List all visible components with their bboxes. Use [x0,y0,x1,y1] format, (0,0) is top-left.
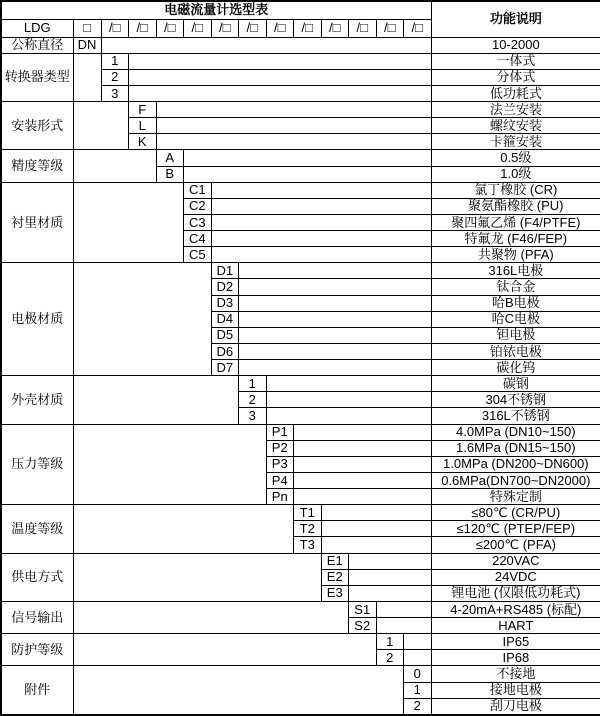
spacer-cell [321,537,431,553]
spacer-cell [294,489,432,505]
option-desc: 1.0MPa (DN200~DN600) [431,456,600,472]
table-title: 电磁流量计选型表 [1,1,431,19]
option-desc: 钽电极 [431,327,600,343]
spacer-cell [294,472,432,488]
model-segment-box: /□ [184,19,212,37]
option-code: P1 [266,424,294,440]
spacer-cell [321,505,431,521]
option-code: D6 [211,343,239,359]
option-code: C5 [184,247,212,263]
spacer-cell [73,150,156,182]
option-desc: IP65 [431,634,600,650]
model-segment-box: /□ [129,19,157,37]
model-segment-box: /□ [101,19,129,37]
spacer-cell [156,134,431,150]
spacer-cell [404,650,432,666]
category-label: 附件 [1,666,73,715]
option-code: S1 [349,601,377,617]
spacer-cell [239,360,432,376]
model-prefix: LDG [1,19,73,37]
option-desc: 1.0级 [431,166,600,182]
option-code: P2 [266,440,294,456]
model-segment-box: /□ [156,19,184,37]
option-desc: ≤120℃ (PTEP/FEP) [431,521,600,537]
spacer-cell [129,69,432,85]
category-label: 精度等级 [1,150,73,182]
option-desc: 聚氨酯橡胶 (PU) [431,198,600,214]
spacer-cell [266,376,431,392]
option-desc: 4-20mA+RS485 (标配) [431,601,600,617]
model-position-box: □ [73,19,101,37]
option-code: D2 [211,279,239,295]
option-code: D4 [211,311,239,327]
spacer-cell [239,327,432,343]
spacer-cell [349,553,432,569]
option-code: D7 [211,360,239,376]
option-code: D1 [211,263,239,279]
option-desc: 卡箍安装 [431,134,600,150]
category-label: 电极材质 [1,263,73,376]
spacer-cell [294,424,432,440]
option-code: 3 [239,408,267,424]
spacer-cell [73,263,211,376]
spacer-cell [211,247,431,263]
option-desc: 铂铱电极 [431,343,600,359]
spacer-cell [184,166,432,182]
option-desc: 接地电极 [431,682,600,698]
option-code: 2 [101,69,129,85]
model-segment-box: /□ [376,19,404,37]
spacer-cell [239,295,432,311]
spacer-cell [73,376,239,424]
spacer-cell [211,231,431,247]
option-code: C4 [184,231,212,247]
spacer-cell [73,182,184,263]
function-column-header: 功能说明 [431,1,600,37]
option-code: E2 [321,569,349,585]
option-code: D3 [211,295,239,311]
option-desc: 法兰安装 [431,102,600,118]
option-code: S2 [349,618,377,634]
category-label: 温度等级 [1,505,73,553]
option-code: T1 [294,505,322,521]
option-desc: 共聚物 (PFA) [431,247,600,263]
option-code: 2 [404,698,432,715]
model-segment-box: /□ [239,19,267,37]
option-code: T3 [294,537,322,553]
model-segment-box: /□ [321,19,349,37]
option-code: 1 [376,634,404,650]
model-segment-box: /□ [349,19,377,37]
option-code: L [129,118,157,134]
option-code: Pn [266,489,294,505]
spacer-cell [129,85,432,101]
option-desc: 刮刀电极 [431,698,600,715]
diameter-desc: 10-2000 [431,37,600,53]
spacer-cell [211,198,431,214]
model-segment-box: /□ [404,19,432,37]
option-desc: 特氟龙 (F46/FEP) [431,231,600,247]
option-desc: 碳化钨 [431,360,600,376]
option-desc: 不接地 [431,666,600,682]
category-label: 防护等级 [1,634,73,666]
spacer-cell [129,53,432,69]
option-desc: 钛合金 [431,279,600,295]
option-desc: 特殊定制 [431,489,600,505]
model-segment-box: /□ [211,19,239,37]
option-code: C1 [184,182,212,198]
option-code: C2 [184,198,212,214]
option-desc: 锂电池 (仅限低功耗式) [431,585,600,601]
model-segment-box: /□ [294,19,322,37]
option-desc: 24VDC [431,569,600,585]
model-segment-box: /□ [266,19,294,37]
option-desc: 碳钢 [431,376,600,392]
option-desc: 哈B电极 [431,295,600,311]
spacer-cell [239,279,432,295]
option-code: C3 [184,214,212,230]
spacer-cell [73,505,294,553]
option-desc: 0.5级 [431,150,600,166]
spacer-cell [101,37,431,53]
option-code: K [129,134,157,150]
spacer-cell [156,102,431,118]
spacer-cell [321,521,431,537]
spacer-cell [156,118,431,134]
category-label: 安装形式 [1,102,73,150]
category-label: 信号输出 [1,601,73,633]
spacer-cell [73,553,321,601]
spacer-cell [73,666,404,715]
option-code: P3 [266,456,294,472]
option-desc: 0.6MPa(DN700~DN2000) [431,472,600,488]
spacer-cell [404,634,432,650]
option-desc: ≤80℃ (CR/PU) [431,505,600,521]
spacer-cell [376,601,431,617]
option-desc: 一体式 [431,53,600,69]
option-code: F [129,102,157,118]
category-label: 衬里材质 [1,182,73,263]
spacer-cell [73,102,129,150]
category-label: 压力等级 [1,424,73,505]
spacer-cell [73,424,266,505]
option-desc: 氯丁橡胶 (CR) [431,182,600,198]
option-code: A [156,150,184,166]
spacer-cell [211,214,431,230]
option-desc: IP68 [431,650,600,666]
option-desc: 304不锈钢 [431,392,600,408]
spacer-cell [294,456,432,472]
category-label: 供电方式 [1,553,73,601]
spacer-cell [73,634,376,666]
option-desc: 4.0MPa (DN10~150) [431,424,600,440]
spacer-cell [239,311,432,327]
spacer-cell [73,53,101,101]
spacer-cell [349,569,432,585]
option-desc: 低功耗式 [431,85,600,101]
spacer-cell [266,392,431,408]
option-desc: 220VAC [431,553,600,569]
option-code: 2 [376,650,404,666]
spacer-cell [349,585,432,601]
option-desc: 316L不锈钢 [431,408,600,424]
option-code: 3 [101,85,129,101]
spacer-cell [239,343,432,359]
option-code: D5 [211,327,239,343]
category-label-diameter: 公称直径 [1,37,73,53]
option-desc: 螺纹安装 [431,118,600,134]
option-code: 0 [404,666,432,682]
option-code: E1 [321,553,349,569]
category-label: 外壳材质 [1,376,73,424]
spacer-cell [376,618,431,634]
spacer-cell [294,440,432,456]
option-desc: HART [431,618,600,634]
diameter-code: DN [73,37,101,53]
spacer-cell [211,182,431,198]
option-code: 2 [239,392,267,408]
spacer-cell [73,601,349,633]
category-label: 转换器类型 [1,53,73,101]
option-code: B [156,166,184,182]
option-desc: 1.6MPa (DN15~150) [431,440,600,456]
spacer-cell [266,408,431,424]
option-desc: 哈C电极 [431,311,600,327]
spacer-cell [239,263,432,279]
option-desc: ≤200℃ (PFA) [431,537,600,553]
option-code: T2 [294,521,322,537]
option-code: E3 [321,585,349,601]
option-code: 1 [404,682,432,698]
option-code: 1 [239,376,267,392]
spacer-cell [184,150,432,166]
option-desc: 聚四氟乙烯 (F4/PTFE) [431,214,600,230]
option-desc: 分体式 [431,69,600,85]
option-code: 1 [101,53,129,69]
option-desc: 316L电极 [431,263,600,279]
option-code: P4 [266,472,294,488]
